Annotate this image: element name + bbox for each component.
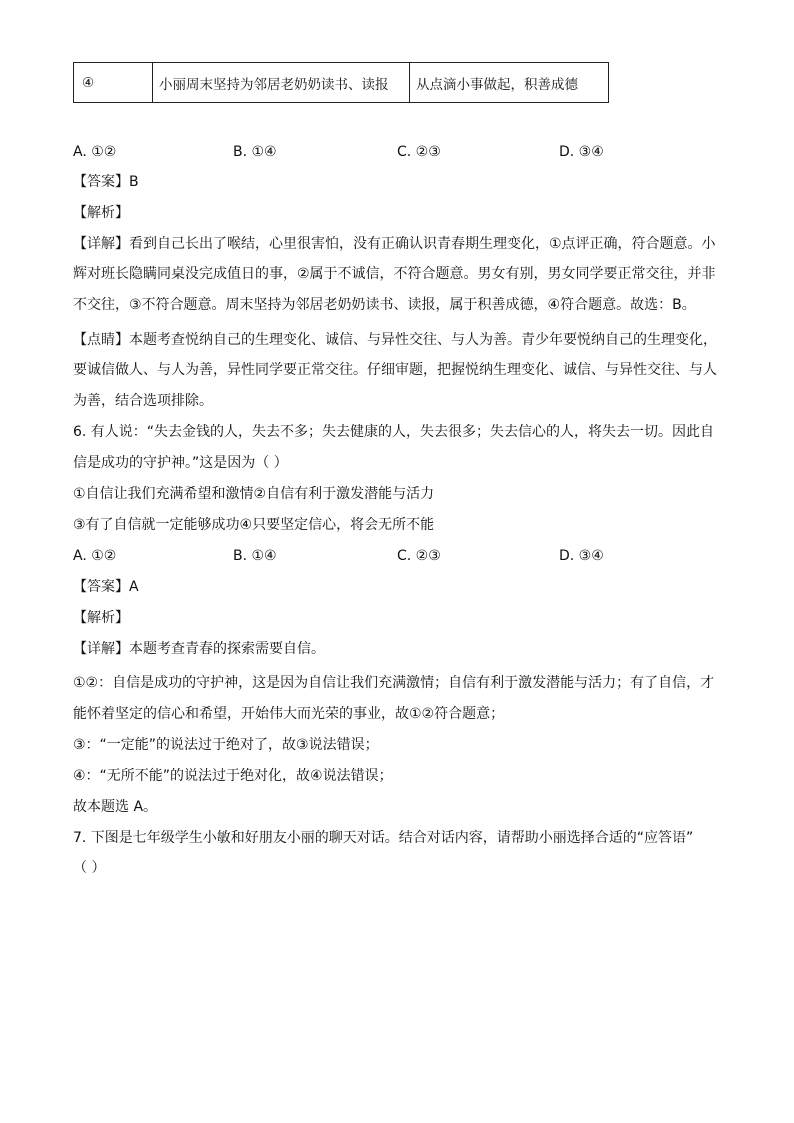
q5-comment-line: 【点睛】本题考查悦纳自己的生理变化、诚信、与异性交往、与人为善。青少年要悦纳自己的生理变化， bbox=[73, 332, 717, 348]
choice-b: B. ①④ bbox=[233, 144, 277, 160]
q7-stem-line: 7. 下图是七年级学生小敏和好朋友小丽的聊天对话。结合对话内容，请帮助小丽选择合适的“应答语” bbox=[73, 830, 694, 846]
q5-detail-line: 辉对班长隐瞒同桌没完成值日的事，②属于不诚信，不符合题意。男女有别，男女同学要正常交往，并非 bbox=[73, 266, 716, 282]
q5-choices bbox=[73, 142, 713, 162]
choice-d: D. ③④ bbox=[559, 144, 604, 160]
table-cell-number: ④ bbox=[74, 63, 153, 103]
q6-detail-line: 【详解】本题考查青春的探索需要自信。 bbox=[73, 641, 325, 657]
q5-analysis-heading: 【解析】 bbox=[73, 205, 129, 221]
q6-answer: 【答案】A bbox=[73, 579, 139, 595]
q5-detail-line: 不交往，③不符合题意。周末坚持为邻居老奶奶读书、读报，属于积善成德，④符合题意。故选：B。 bbox=[73, 297, 696, 313]
q6-stem-line: 6. 有人说：“失去金钱的人，失去不多；失去健康的人，失去很多；失去信心的人，将失去一切。因此自 bbox=[73, 424, 715, 440]
q6-detail-line: ①②：自信是成功的守护神，这是因为自信让我们充满激情；自信有利于激发潜能与活力；有了自信，才 bbox=[73, 675, 715, 691]
choice-d: D. ③④ bbox=[559, 548, 604, 564]
choice-b: B. ①④ bbox=[233, 548, 277, 564]
q6-detail-line: 故本题选 A。 bbox=[73, 799, 158, 815]
choice-c: C. ②③ bbox=[397, 548, 441, 564]
table-row bbox=[74, 63, 609, 103]
q6-choices bbox=[73, 546, 713, 566]
choice-c: C. ②③ bbox=[397, 144, 441, 160]
q6-analysis-heading: 【解析】 bbox=[73, 610, 129, 626]
choice-a: A. ①② bbox=[73, 548, 117, 564]
q5-answer: 【答案】B bbox=[73, 174, 139, 190]
table-cell-event: 小丽周末坚持为邻居老奶奶读书、读报 bbox=[153, 63, 410, 103]
q6-statement: ③有了自信就一定能够成功④只要坚定信心，将会无所不能 bbox=[73, 517, 435, 533]
q7-stem-line: （ ） bbox=[73, 860, 106, 876]
q6-detail-line: ④：“无所不能”的说法过于绝对化，故④说法错误； bbox=[73, 768, 393, 784]
q6-detail-line: 能怀着坚定的信心和希望，开始伟大而光荣的事业，故①②符合题意； bbox=[73, 706, 505, 722]
q5-comment-line: 为善，结合选项排除。 bbox=[73, 393, 213, 409]
q6-detail-line: ③：“一定能”的说法过于绝对了，故③说法错误； bbox=[73, 737, 379, 753]
q5-detail-line: 【详解】看到自己长出了喉结，心里很害怕，没有正确认识青春期生理变化，①点评正确，符合题意。小 bbox=[73, 236, 716, 252]
q6-stem-line: 信是成功的守护神。”这是因为（ ） bbox=[73, 455, 288, 471]
table-cell-comment: 从点滴小事做起，积善成德 bbox=[410, 63, 609, 103]
options-table bbox=[73, 62, 609, 103]
q6-statement: ①自信让我们充满希望和激情②自信有利于激发潜能与活力 bbox=[73, 486, 435, 502]
choice-a: A. ①② bbox=[73, 144, 117, 160]
q5-comment-line: 要诚信做人、与人为善，异性同学要正常交往。仔细审题，把握悦纳生理变化、诚信、与异性交往、与人 bbox=[73, 362, 717, 378]
